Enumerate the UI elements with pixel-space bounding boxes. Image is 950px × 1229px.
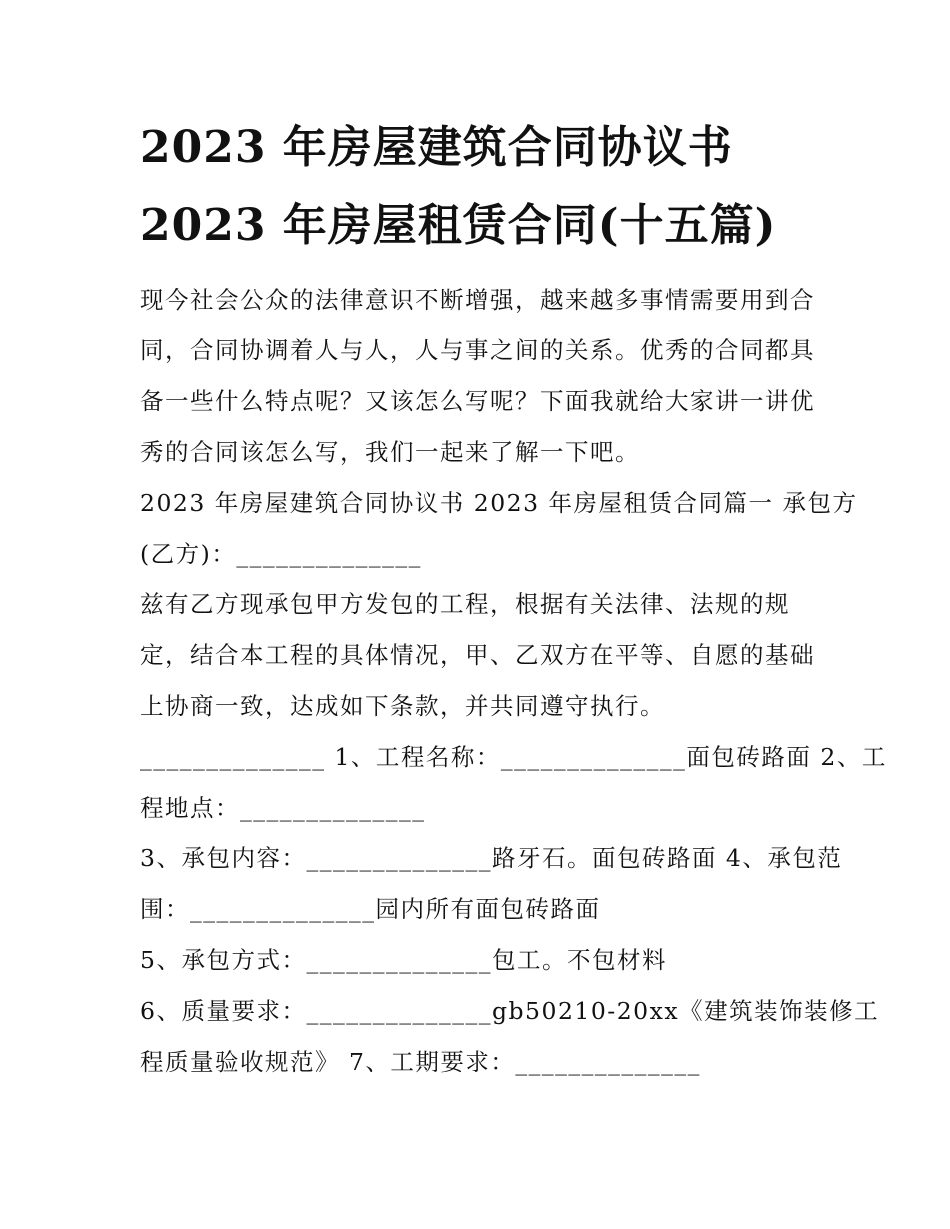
party-b-line: (乙方)：______________	[140, 540, 422, 568]
preamble-line-2: 定，结合本工程的具体情况，甲、乙双方在平等、自愿的基础	[140, 641, 815, 669]
intro-line-2: 同，合同协调着人与人，人与事之间的关系。优秀的合同都具	[140, 336, 815, 364]
intro-line-4: 秀的合同该怎么写，我们一起来了解一下吧。	[140, 438, 640, 466]
preamble-line-3: 上协商一致，达成如下条款，并共同遵守执行。	[140, 692, 665, 720]
clause-1-line: ______________ 1、工程名称：______________面包砖路面 2、工	[140, 743, 887, 771]
clause-3-line: 3、承包内容：______________路牙石。面包砖路面 4、承包范	[140, 844, 843, 872]
document-title-line-2: 2023 年房屋租赁合同(十五篇)	[140, 200, 777, 251]
preamble-line-1: 兹有乙方现承包甲方发包的工程，根据有关法律、法规的规	[140, 590, 790, 618]
intro-line-3: 备一些什么特点呢？又该怎么写呢？下面我就给大家讲一讲优	[140, 387, 815, 415]
clause-6-line: 6、质量要求：______________gb50210-20xx《建筑装饰装修工	[140, 997, 880, 1025]
clause-2-line: 程地点：______________	[140, 794, 426, 822]
clause-6-7-line: 程质量验收规范》 7、工期要求：______________	[140, 1048, 701, 1076]
clause-4-line: 围：______________园内所有面包砖路面	[140, 895, 601, 923]
document-title-line-1: 2023 年房屋建筑合同协议书	[140, 122, 733, 173]
clause-5-line: 5、承包方式：______________包工。不包材料	[140, 946, 667, 974]
intro-line-1: 现今社会公众的法律意识不断增强，越来越多事情需要用到合	[140, 286, 815, 314]
section-heading-line: 2023 年房屋建筑合同协议书 2023 年房屋租赁合同篇一 承包方	[140, 489, 858, 517]
